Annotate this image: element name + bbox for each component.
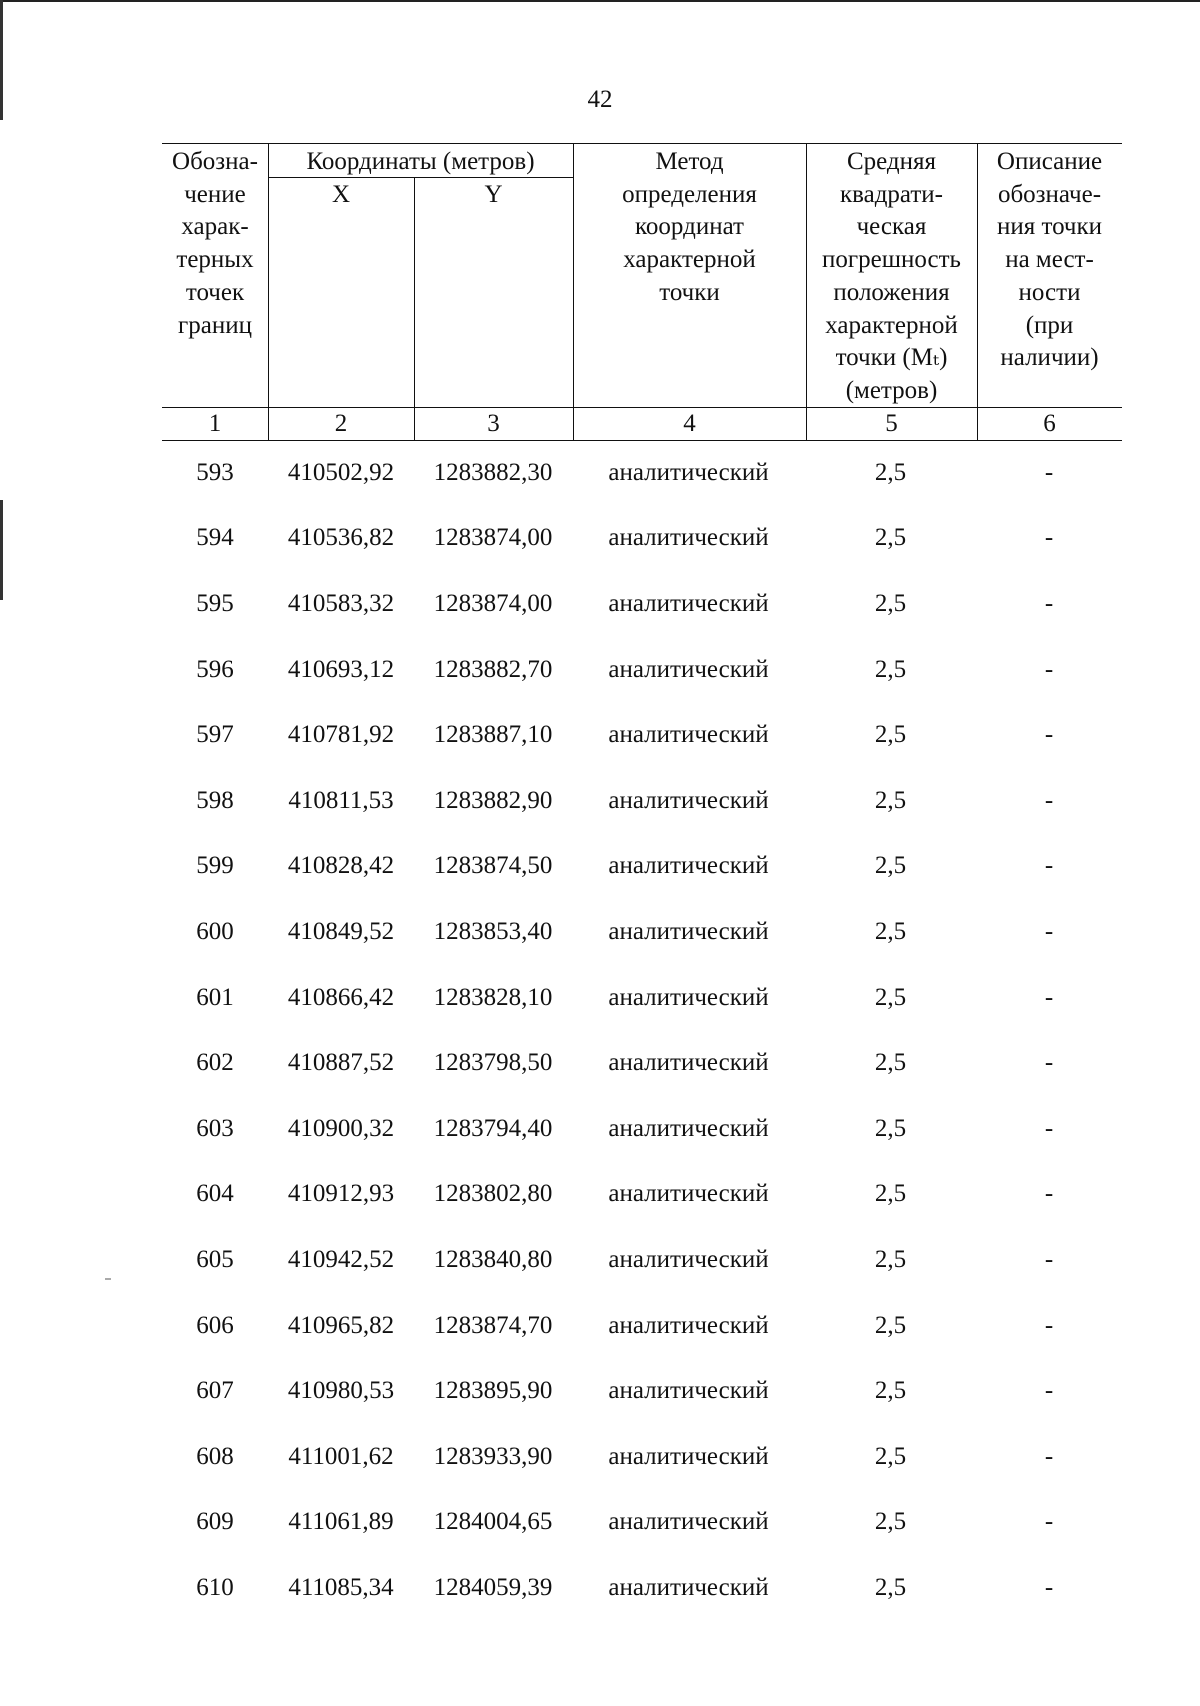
method-cell: аналитический — [608, 1049, 769, 1077]
point-id-cell: 607 — [196, 1377, 234, 1405]
point-id-cell: 599 — [196, 852, 234, 880]
coord-x-cell: 411001,62 — [288, 1442, 394, 1470]
error-cell: 2,5 — [874, 917, 907, 945]
header-top-rule — [162, 143, 1122, 144]
coord-x-cell: 410900,32 — [287, 1114, 395, 1142]
method-cell: аналитический — [608, 1114, 769, 1142]
table-row — [162, 1490, 1122, 1556]
coord-y-cell: 1283895,90 — [433, 1377, 553, 1405]
description-cell: - — [1044, 655, 1054, 683]
method-cell: аналитический — [608, 1180, 769, 1208]
error-cell: 2,5 — [874, 655, 907, 683]
method-cell: аналитический — [608, 655, 769, 683]
coord-x-cell: 410887,52 — [287, 1049, 395, 1077]
page-number: 42 — [587, 86, 613, 113]
method-cell: аналитический — [608, 458, 769, 486]
coord-x-cell: 410942,52 — [287, 1245, 395, 1273]
coord-y-cell: 1284004,65 — [433, 1508, 553, 1536]
method-cell: аналитический — [608, 1573, 769, 1601]
coord-y-cell: 1283882,30 — [433, 458, 553, 486]
header-mean-square-error: Средняя квадрати- ческая погрешность положения характерной точки (Mₜ) (метров) — [822, 148, 961, 404]
table-row — [162, 506, 1122, 572]
table-row — [162, 1030, 1122, 1096]
error-cell: 2,5 — [874, 1377, 907, 1405]
coord-x-cell: 410781,92 — [287, 721, 395, 749]
coord-y-cell: 1283874,00 — [433, 589, 553, 617]
error-cell: 2,5 — [874, 721, 907, 749]
point-id-cell: 601 — [196, 983, 234, 1011]
scan-edge-top — [0, 0, 1200, 2]
coord-x-cell: 410849,52 — [287, 917, 395, 945]
point-id-cell: 595 — [196, 589, 234, 617]
table-row — [162, 768, 1122, 834]
point-id-cell: 609 — [196, 1508, 234, 1536]
error-cell: 2,5 — [874, 786, 907, 814]
error-cell: 2,5 — [874, 589, 907, 617]
method-cell: аналитический — [608, 1245, 769, 1273]
point-id-cell: 594 — [196, 524, 234, 552]
coord-y-cell: 1283798,50 — [433, 1049, 553, 1077]
description-cell: - — [1044, 1049, 1054, 1077]
scan-edge-left — [0, 500, 3, 600]
table-row — [162, 965, 1122, 1031]
coord-x-cell: 410811,53 — [288, 786, 394, 814]
table-body — [162, 440, 1122, 1621]
table-row — [162, 702, 1122, 768]
coord-x-cell: 410828,42 — [287, 852, 395, 880]
description-cell: - — [1044, 1245, 1054, 1273]
point-id-cell: 593 — [196, 458, 234, 486]
error-cell: 2,5 — [874, 1180, 907, 1208]
method-cell: аналитический — [608, 786, 769, 814]
column-number: 1 — [208, 410, 222, 437]
method-cell: аналитический — [608, 1377, 769, 1405]
description-cell: - — [1044, 1114, 1054, 1142]
description-cell: - — [1044, 1508, 1054, 1536]
coord-y-cell: 1283882,90 — [433, 786, 553, 814]
coord-x-cell: 410583,32 — [287, 589, 395, 617]
description-cell: - — [1044, 1180, 1054, 1208]
method-cell: аналитический — [608, 852, 769, 880]
description-cell: - — [1044, 1442, 1054, 1470]
header-point-designation: Обозна- чение харак- терных точек границ — [172, 148, 258, 339]
point-id-cell: 597 — [196, 721, 234, 749]
table-row — [162, 1555, 1122, 1621]
column-divider — [414, 177, 415, 440]
coord-y-cell: 1283933,90 — [433, 1442, 553, 1470]
column-number: 3 — [487, 410, 500, 437]
coord-x-cell: 410502,92 — [287, 458, 395, 486]
error-cell: 2,5 — [874, 1245, 907, 1273]
method-cell: аналитический — [608, 589, 769, 617]
coord-y-cell: 1283794,40 — [433, 1114, 553, 1142]
coord-x-cell: 410980,53 — [287, 1377, 395, 1405]
column-number: 6 — [1043, 410, 1056, 437]
table-row — [162, 1227, 1122, 1293]
point-id-cell: 598 — [196, 786, 234, 814]
table-row — [162, 1424, 1122, 1490]
coord-y-cell: 1283802,80 — [433, 1180, 553, 1208]
table-row — [162, 1293, 1122, 1359]
coord-x-cell: 411085,34 — [288, 1573, 394, 1601]
coord-y-cell: 1283828,10 — [433, 983, 553, 1011]
point-id-cell: 608 — [196, 1442, 234, 1470]
coord-y-cell: 1283874,70 — [433, 1311, 553, 1339]
coord-x-cell: 411061,89 — [288, 1508, 394, 1536]
point-id-cell: 603 — [196, 1114, 234, 1142]
table-row — [162, 571, 1122, 637]
point-id-cell: 602 — [196, 1049, 234, 1077]
point-id-cell: 596 — [196, 655, 234, 683]
table-row — [162, 1162, 1122, 1228]
error-cell: 2,5 — [874, 1508, 907, 1536]
coord-y-cell: 1283882,70 — [433, 655, 553, 683]
header-description: Описание обозначе- ния точки на мест- ности (при наличии) — [996, 148, 1103, 372]
error-cell: 2,5 — [874, 1114, 907, 1142]
point-id-cell: 606 — [196, 1311, 234, 1339]
table-row — [162, 637, 1122, 703]
table-row — [162, 1096, 1122, 1162]
point-id-cell: 605 — [196, 1245, 234, 1273]
coord-y-cell: 1283874,00 — [433, 524, 553, 552]
table-row — [162, 1358, 1122, 1424]
error-cell: 2,5 — [874, 458, 907, 486]
coord-x-cell: 410965,82 — [287, 1311, 395, 1339]
header-coordinates-group: Координаты (метров) — [306, 148, 535, 175]
description-cell: - — [1044, 983, 1054, 1011]
error-cell: 2,5 — [874, 1049, 907, 1077]
method-cell: аналитический — [608, 1508, 769, 1536]
header-method: Метод определения координат характерной точки — [622, 148, 757, 306]
method-cell: аналитический — [608, 524, 769, 552]
header-y: Y — [484, 181, 503, 208]
method-cell: аналитический — [608, 1311, 769, 1339]
description-cell: - — [1044, 524, 1054, 552]
coord-y-cell: 1283840,80 — [433, 1245, 553, 1273]
description-cell: - — [1044, 589, 1054, 617]
column-number: 2 — [334, 410, 348, 437]
method-cell: аналитический — [608, 721, 769, 749]
description-cell: - — [1044, 458, 1054, 486]
description-cell: - — [1044, 786, 1054, 814]
description-cell: - — [1044, 917, 1054, 945]
description-cell: - — [1044, 721, 1054, 749]
description-cell: - — [1044, 852, 1054, 880]
header-bottom-rule — [162, 407, 1122, 408]
error-cell: 2,5 — [874, 1442, 907, 1470]
error-cell: 2,5 — [874, 524, 907, 552]
error-cell: 2,5 — [874, 1311, 907, 1339]
coord-x-cell: 410912,93 — [287, 1180, 395, 1208]
description-cell: - — [1044, 1377, 1054, 1405]
table-row — [162, 834, 1122, 900]
method-cell: аналитический — [608, 983, 769, 1011]
method-cell: аналитический — [608, 1442, 769, 1470]
table-row — [162, 899, 1122, 965]
coord-x-cell: 410866,42 — [287, 983, 395, 1011]
scan-artifact — [105, 1278, 111, 1280]
coord-y-cell: 1283887,10 — [433, 721, 553, 749]
coord-y-cell: 1283874,50 — [433, 852, 553, 880]
error-cell: 2,5 — [874, 852, 907, 880]
coord-x-cell: 410693,12 — [287, 655, 395, 683]
table-row — [162, 440, 1122, 506]
description-cell: - — [1044, 1311, 1054, 1339]
point-id-cell: 610 — [196, 1573, 234, 1601]
error-cell: 2,5 — [874, 1573, 907, 1601]
coord-x-cell: 410536,82 — [287, 524, 395, 552]
column-number: 5 — [885, 410, 898, 437]
point-id-cell: 604 — [196, 1180, 234, 1208]
point-id-cell: 600 — [196, 917, 234, 945]
column-number: 4 — [683, 410, 696, 437]
description-cell: - — [1044, 1573, 1054, 1601]
coord-y-cell: 1284059,39 — [433, 1573, 553, 1601]
method-cell: аналитический — [608, 917, 769, 945]
header-x: X — [331, 181, 351, 208]
coord-y-cell: 1283853,40 — [433, 917, 553, 945]
error-cell: 2,5 — [874, 983, 907, 1011]
